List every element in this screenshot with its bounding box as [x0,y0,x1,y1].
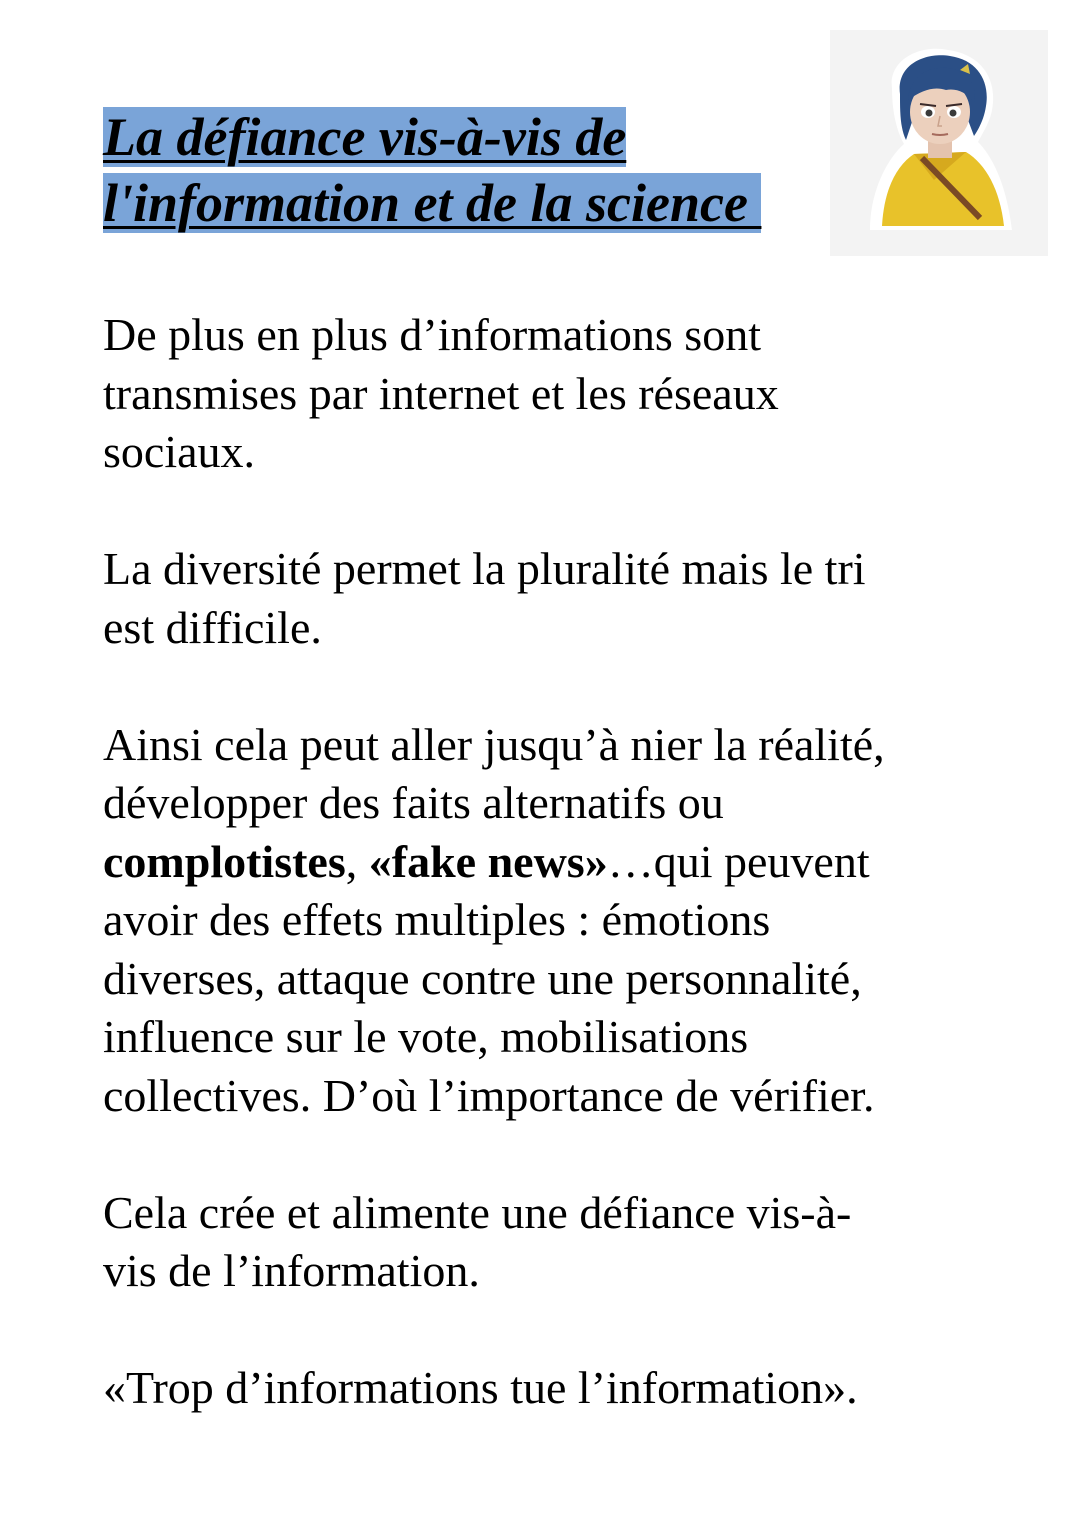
paragraph-line: diverses, attaque contre une personnalité, [103,952,862,1004]
paragraph-line: est difficile. [103,601,322,653]
paragraph-line [103,833,1003,892]
title-line-1-text: La défiance vis-à-vis de [103,107,627,167]
separator: , [345,835,369,887]
paragraph-line: avoir des effets multiples : émotions [103,894,771,945]
paragraph-line: «Trop d’informations tue l’information». [103,1362,858,1413]
page-title [103,104,823,236]
title-line-2-text: l'information et de la science [103,173,762,233]
paragraph-line-rest: …qui peuvent [607,835,870,887]
title-line-1 [103,104,823,170]
paragraph-line: vis de l’information. [103,1245,480,1296]
title-line-2 [103,170,823,236]
bold-term-complotistes: complotistes [103,835,346,887]
coraline-doll-picture [830,30,1048,256]
paragraph-line: La diversité permet la pluralité mais le tri [103,543,866,594]
paragraph-line: sociaux. [103,426,256,477]
paragraph-line: développer des faits alternatifs ou [103,777,724,828]
paragraph-5-quote [103,1359,1003,1418]
paragraph-line: Ainsi cela peut aller jusqu’à nier la réalité, [103,718,885,770]
paragraph-3 [103,716,1003,1126]
paragraph-line: De plus en plus d’informations sont [103,309,761,360]
paragraph-line: collectives. D’où l’importance de vérifier. [103,1069,875,1121]
paragraph-line: influence sur le vote, mobilisations [103,1011,749,1062]
paragraph-2 [103,540,1003,657]
paragraph-1 [103,306,1003,482]
paragraph-line: Cela crée et alimente une défiance vis-à- [103,1186,852,1238]
paragraph-line: transmises par internet et les réseaux [103,367,779,419]
body-text [103,306,1003,1418]
bold-term-fake-news: «fake news» [368,835,608,887]
paragraph-4 [103,1184,1003,1301]
